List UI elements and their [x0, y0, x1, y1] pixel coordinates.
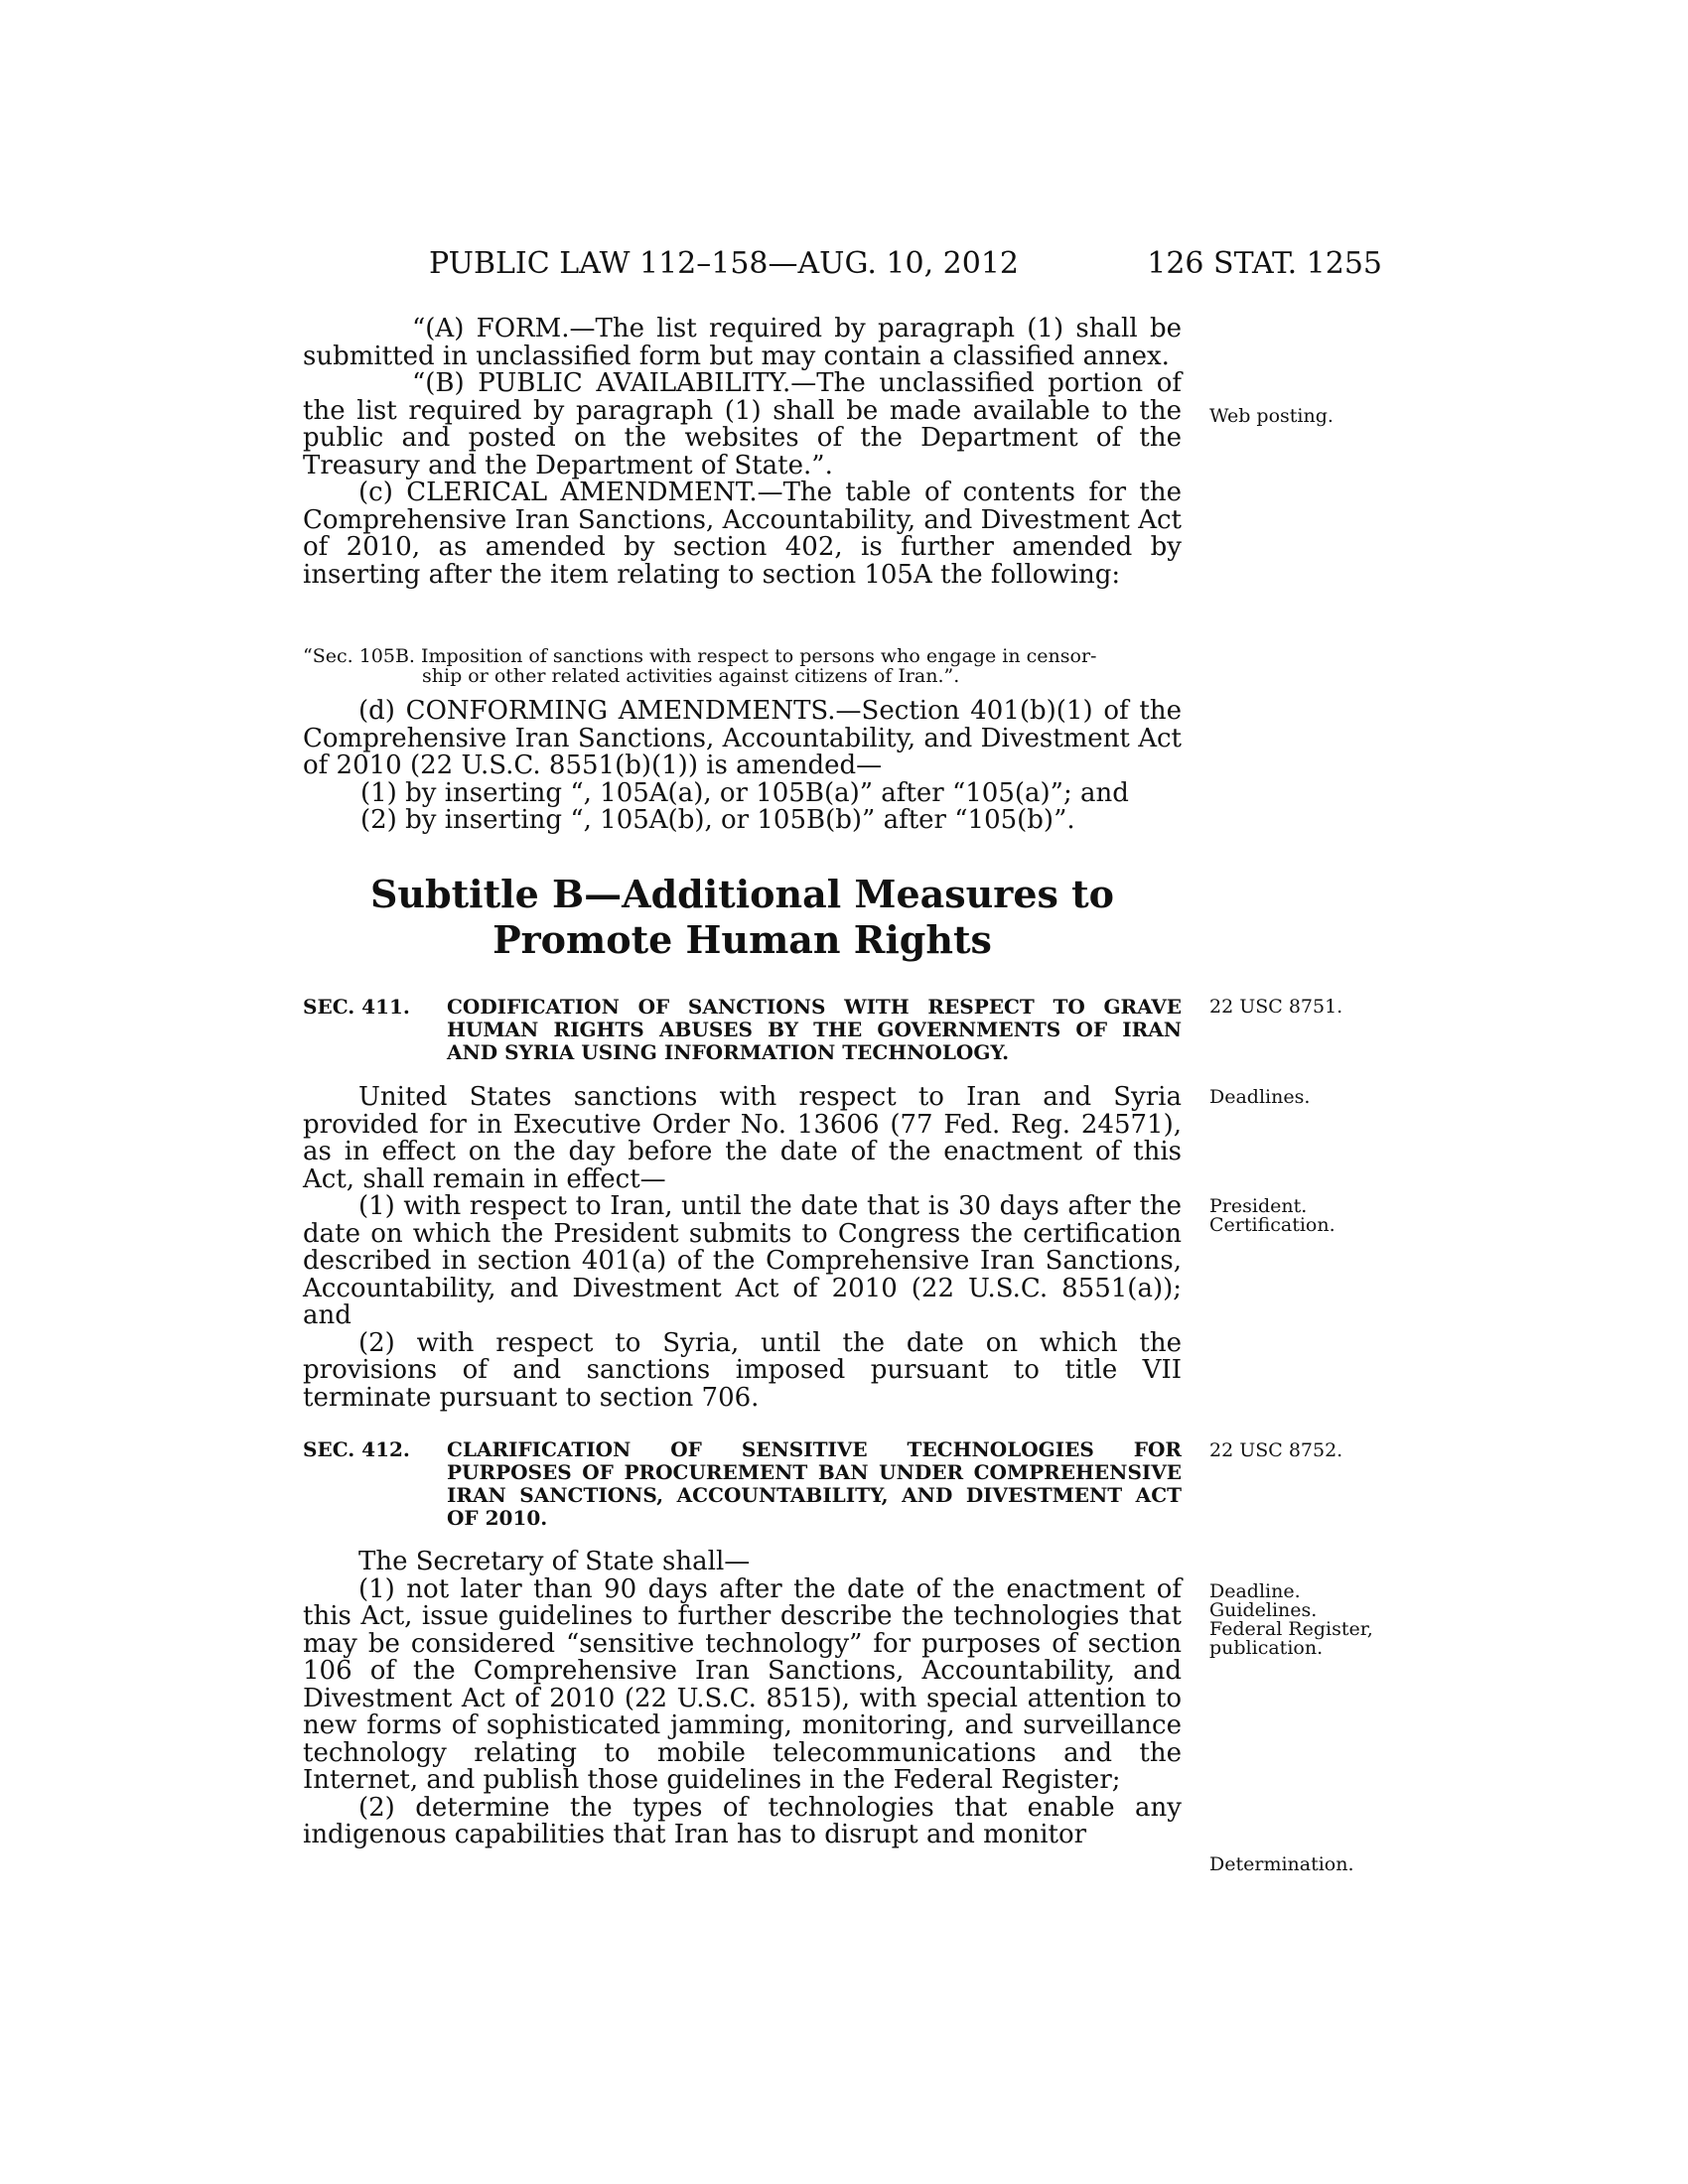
section-411-item-1: (1) with respect to Iran, until the date that is 30 days after the date on which the President submits to Congress the certification described in section 401(a) of the Comprehensive Iran Sanctions, Accountability, and Divestment Act of 2010 (22 U.S.C. 8551(a)); and	[303, 1191, 1182, 1330]
section-411-item-2: (2) with respect to Syria, until the date on which the provisions of and sanctions imposed pursuant to title VII terminate pursuant to section 706.	[303, 1327, 1182, 1413]
section-411-intro: United States sanctions with respect to Iran and Syria provided for in Executive Order No. 13606 (77 Fed. Reg. 24571), as in effect on the day before the date of the enactment of this Act, shall remain in effect—	[303, 1082, 1182, 1194]
subtitle-line-1: Subtitle B—Additional Measures to	[369, 872, 1115, 916]
margin-note-usc-8752: 22 USC 8752.	[1209, 1439, 1343, 1461]
section-412-body	[303, 1549, 1182, 1849]
section-412-title: CLARIFICATION OF SENSITIVE TECHNOLOGIES FOR PURPOSES OF PROCUREMENT BAN UNDER COMPREHENSIVE IRAN SANCTIONS, ACCOUNTABILITY, AND DIVESTMENT ACT OF 2010.	[447, 1437, 1182, 1530]
paragraph-d-item-1: (1) by inserting “, 105A(a), or 105B(a)” after “105(a)”; and	[360, 777, 1129, 808]
subtitle-heading	[303, 872, 1182, 963]
margin-note-deadlines: Deadlines.	[1209, 1086, 1311, 1108]
margin-note-federal-register: Federal Register,	[1209, 1618, 1373, 1640]
margin-note-certification: Certification.	[1209, 1214, 1336, 1236]
paragraph-b-public-availability: “(B) PUBLIC AVAILABILITY.—The unclassified portion of the list required by paragraph (1) shall be made available to the public and posted on the websites of the Department of the Treasury and the Department of State.”.	[303, 368, 1182, 480]
page-header	[429, 246, 1382, 286]
margin-note-deadline: Deadline.	[1209, 1580, 1301, 1602]
subtitle-line-2: Promote Human Rights	[492, 917, 992, 962]
margin-note-usc-8751: 22 USC 8751.	[1209, 996, 1343, 1018]
section-411-heading	[303, 996, 1182, 1064]
section-412-label: SEC. 412.	[303, 1437, 410, 1461]
paragraph-a-form: “(A) FORM.—The list required by paragraph (1) shall be submitted in unclassified form but may contain a classified annex.	[303, 314, 1182, 371]
section-412-item-2: (2) determine the types of technologies that enable any indigenous capabilities that Iran has to disrupt and monitor	[303, 1792, 1182, 1849]
section-412-heading	[303, 1438, 1182, 1530]
paragraph-d-conforming-amendments: (d) CONFORMING AMENDMENTS.—Section 401(b)(1) of the Comprehensive Iran Sanctions, Accountability, and Divestment Act of 2010 (22 U.S.C. 8551(b)(1)) is amended—	[303, 696, 1182, 780]
paragraph-c-clerical-amendment: (c) CLERICAL AMENDMENT.—The table of contents for the Comprehensive Iran Sanctions, Accountability, and Divestment Act of 2010, as amended by section 402, is further amended by inserting after the item relating to section 105A the following:	[303, 478, 1182, 590]
margin-note-web-posting: Web posting.	[1209, 405, 1334, 427]
margin-note-determination: Determination.	[1209, 1853, 1354, 1875]
amendment-block-1	[303, 316, 1182, 589]
public-law-citation: PUBLIC LAW 112–158—AUG. 10, 2012	[429, 246, 1020, 281]
section-411-body	[303, 1084, 1182, 1412]
table-of-contents-entry	[303, 646, 1182, 686]
margin-note-guidelines: Guidelines.	[1209, 1599, 1318, 1621]
statute-page-number: 126 STAT. 1255	[1147, 246, 1382, 281]
section-411-label: SEC. 411.	[303, 995, 410, 1019]
section-412-item-1: (1) not later than 90 days after the date of the enactment of this Act, issue guidelines to further describe the technologies that may be considered “sensitive technology” for purposes of section 106 of the Comprehensive Iran Sanctions, Accountability, and Divestment Act of 2010 (22 U.S.C. 8515), with special attention to new forms of sophisticated jamming, monitoring, and surveillance technology relating to mobile telecommunications and the Internet, and publish those guidelines in the Federal Register;	[303, 1573, 1182, 1795]
section-412-intro: The Secretary of State shall—	[358, 1547, 751, 1576]
toc-line-2: ship or other related activities against citizens of Iran.”.	[422, 665, 960, 687]
margin-note-publication: publication.	[1209, 1637, 1324, 1659]
toc-line-1: “Sec. 105B. Imposition of sanctions with respect to persons who engage in censor-	[303, 645, 1097, 667]
section-411-title: CODIFICATION OF SANCTIONS WITH RESPECT TO GRAVE HUMAN RIGHTS ABUSES BY THE GOVERNMENTS OF IRAN AND SYRIA USING INFORMATION TECHNOLOGY.	[447, 995, 1182, 1064]
margin-note-president: President.	[1209, 1195, 1308, 1217]
amendment-block-2	[303, 698, 1182, 835]
paragraph-d-item-2: (2) by inserting “, 105A(b), or 105B(b)” after “105(b)”.	[360, 805, 1075, 835]
